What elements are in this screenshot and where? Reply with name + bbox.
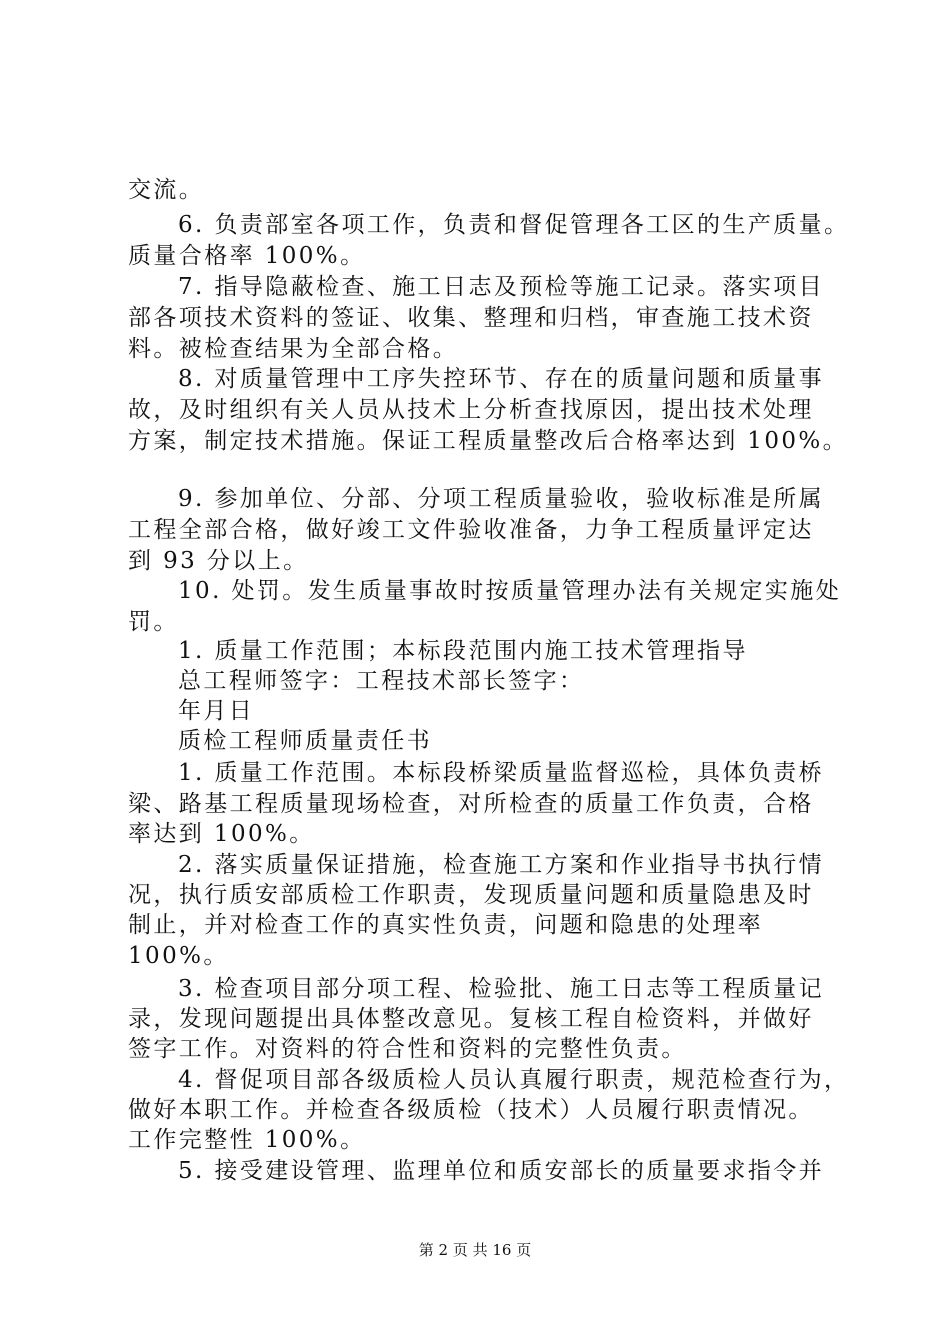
text-line: 部各项技术资料的签证、收集、整理和归档，审查施工技术资 <box>128 305 814 331</box>
text-line: 方案，制定技术措施。保证工程质量整改后合格率达到 100%。 <box>128 428 849 454</box>
text-line: 故，及时组织有关人员从技术上分析查找原因，提出技术处理 <box>128 397 814 423</box>
text-line: 工程全部合格，做好竣工文件验收准备，力争工程质量评定达 <box>128 517 814 543</box>
text-line: 质量合格率 100%。 <box>128 243 366 269</box>
date-line: 年月日 <box>178 698 255 724</box>
text-line: 9. 参加单位、分部、分项工程质量验收，验收标准是所属 <box>178 486 825 512</box>
text-line: 况，执行质安部质检工作职责，发现质量问题和质量隐患及时 <box>128 882 814 908</box>
text-line: 制止，并对检查工作的真实性负责，问题和隐患的处理率 <box>128 912 763 938</box>
text-line: 2. 落实质量保证措施，检查施工方案和作业指导书执行情 <box>178 852 825 878</box>
text-line: 7. 指导隐蔽检查、施工日志及预检等施工记录。落实项目 <box>178 274 825 300</box>
text-line: 做好本职工作。并检查各级质检（技术）人员履行职责情况。 <box>128 1097 814 1123</box>
text-line: 8. 对质量管理中工序失控环节、存在的质量问题和质量事 <box>178 366 825 392</box>
text-line: 罚。 <box>128 609 179 635</box>
text-line: 1. 质量工作范围；本标段范围内施工技术管理指导 <box>178 638 748 664</box>
text-line: 5. 接受建设管理、监理单位和质安部长的质量要求指令并 <box>178 1158 825 1184</box>
text-line: 梁、路基工程质量现场检查，对所检查的质量工作负责，合格 <box>128 791 814 817</box>
text-line: 10. 处罚。发生质量事故时按质量管理办法有关规定实施处 <box>178 578 842 604</box>
text-line: 到 93 分以上。 <box>128 548 309 574</box>
text-line: 工作完整性 100%。 <box>128 1127 366 1153</box>
text-line: 率达到 100%。 <box>128 821 315 847</box>
text-line: 3. 检查项目部分项工程、检验批、施工日志等工程质量记 <box>178 976 825 1002</box>
text-line: 料。被检查结果为全部合格。 <box>128 336 459 362</box>
text-line: 4. 督促项目部各级质检人员认真履行职责，规范检查行为， <box>178 1067 850 1093</box>
text-line: 1. 质量工作范围。本标段桥梁质量监督巡检，具体负责桥 <box>178 760 825 786</box>
signature-line: 总工程师签字：工程技术部长签字： <box>178 668 585 694</box>
text-line: 录，发现问题提出具体整改意见。复核工程自检资料，并做好 <box>128 1006 814 1032</box>
section-title: 质检工程师质量责任书 <box>178 728 432 754</box>
text-line: 100%。 <box>128 943 229 969</box>
page-number-footer: 第 2 页 共 16 页 <box>418 1241 532 1259</box>
text-line: 交流。 <box>128 177 205 203</box>
text-line: 6. 负责部室各项工作，负责和督促管理各工区的生产质量。 <box>178 212 850 238</box>
text-line: 签字工作。对资料的符合性和资料的完整性负责。 <box>128 1036 687 1062</box>
